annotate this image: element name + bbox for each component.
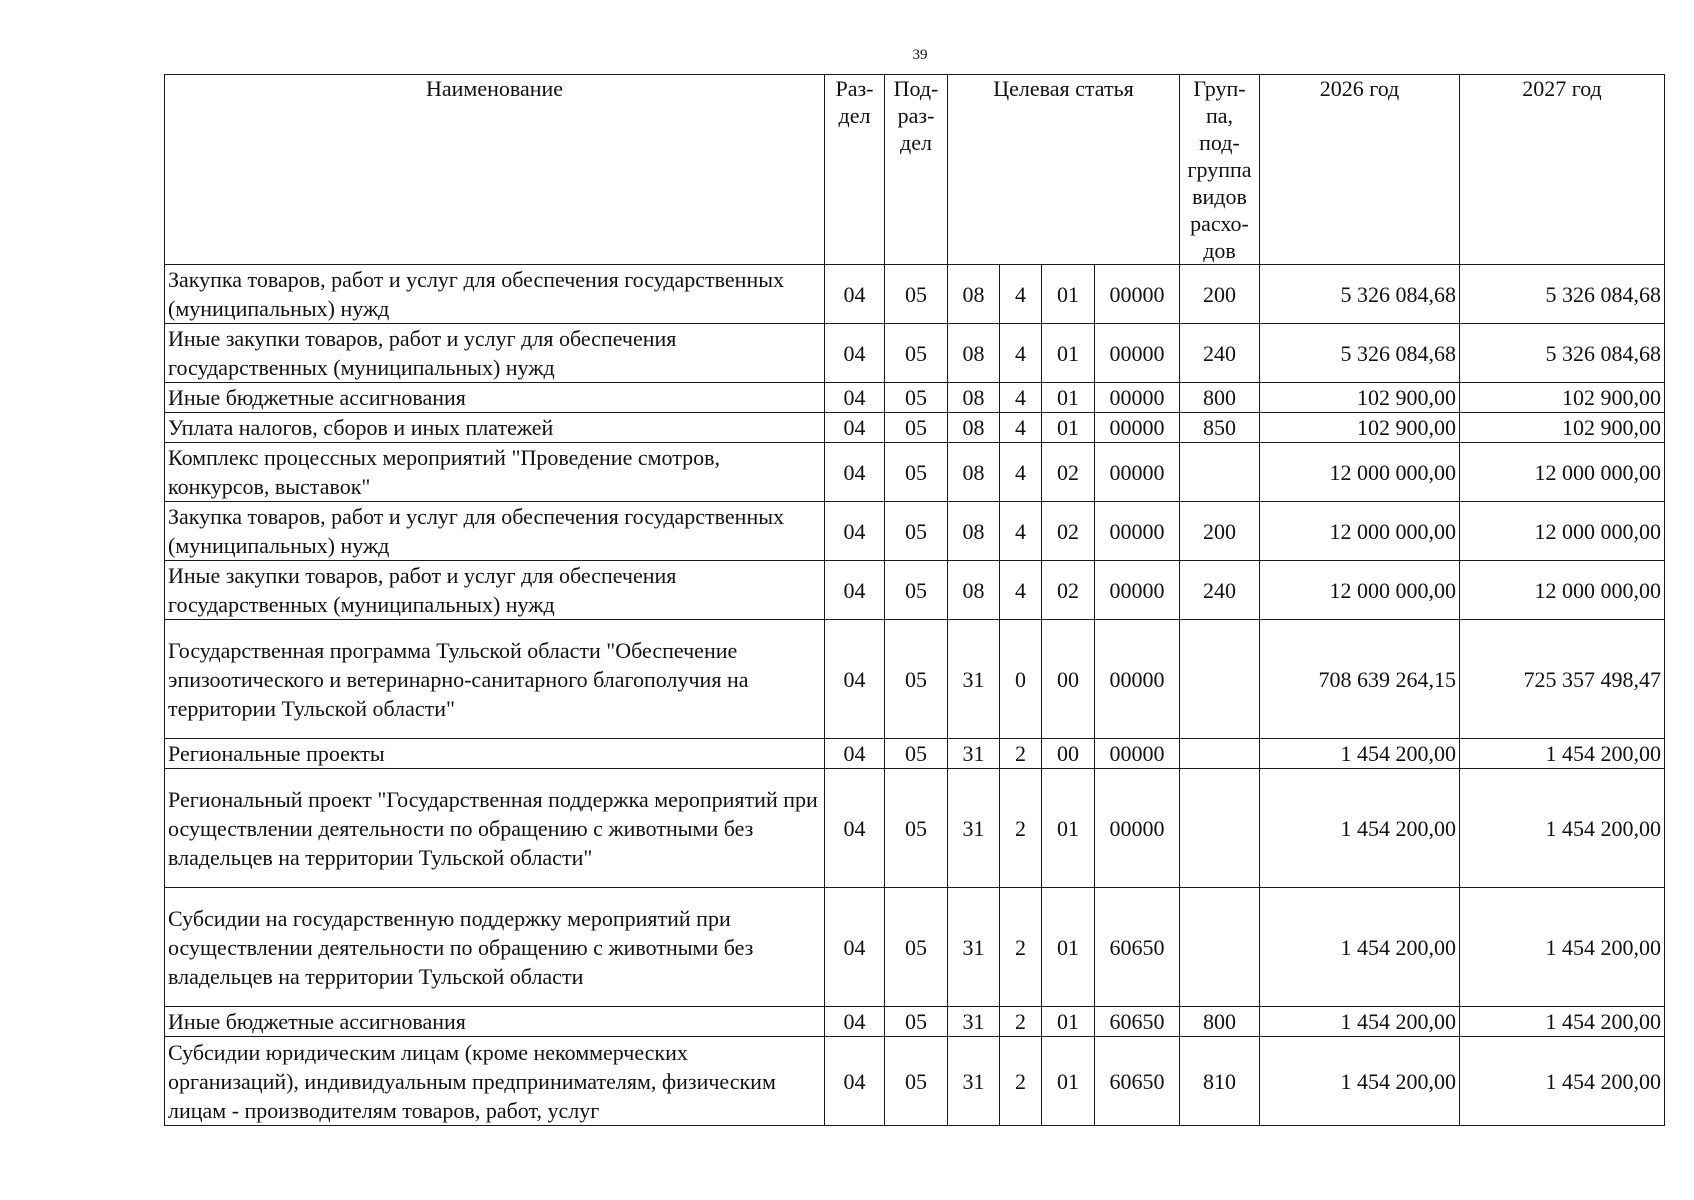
table-row xyxy=(165,888,1665,1007)
row-expense-group xyxy=(1180,443,1260,502)
row-name: Государственная программа Тульской области "Обеспечение эпизоотического и ветеринарно-санитарного благополучия на территории Тульской области" xyxy=(165,620,825,739)
table-row xyxy=(165,443,1665,502)
row-target-type: 4 xyxy=(1000,502,1042,561)
row-section: 04 xyxy=(825,502,885,561)
row-expense-group: 810 xyxy=(1180,1037,1260,1126)
row-subsection: 05 xyxy=(885,739,948,769)
row-amount-2026: 12 000 000,00 xyxy=(1260,561,1460,620)
row-amount-2027: 1 454 200,00 xyxy=(1460,888,1665,1007)
row-target-element: 01 xyxy=(1042,413,1095,443)
row-target-type: 4 xyxy=(1000,561,1042,620)
row-name: Региональные проекты xyxy=(165,739,825,769)
row-target-direction: 00000 xyxy=(1095,769,1180,888)
row-subsection: 05 xyxy=(885,1007,948,1037)
row-target-program: 08 xyxy=(948,561,1000,620)
row-amount-2026: 1 454 200,00 xyxy=(1260,888,1460,1007)
table-row xyxy=(165,502,1665,561)
row-target-direction: 00000 xyxy=(1095,739,1180,769)
row-amount-2027: 12 000 000,00 xyxy=(1460,502,1665,561)
row-name: Субсидии на государственную поддержку мероприятий при осуществлении деятельности по обращению с животными без владельцев на территории Тульской области xyxy=(165,888,825,1007)
row-section: 04 xyxy=(825,383,885,413)
table-row xyxy=(165,324,1665,383)
row-subsection: 05 xyxy=(885,561,948,620)
header-year-2027: 2027 год xyxy=(1460,75,1665,265)
table-row xyxy=(165,1007,1665,1037)
row-name: Иные бюджетные ассигнования xyxy=(165,1007,825,1037)
row-expense-group: 800 xyxy=(1180,1007,1260,1037)
table-row xyxy=(165,739,1665,769)
row-target-direction: 00000 xyxy=(1095,383,1180,413)
row-target-program: 31 xyxy=(948,1037,1000,1126)
row-amount-2026: 12 000 000,00 xyxy=(1260,502,1460,561)
row-target-direction: 00000 xyxy=(1095,502,1180,561)
header-section: Раз-дел xyxy=(825,75,885,265)
row-amount-2027: 12 000 000,00 xyxy=(1460,443,1665,502)
row-section: 04 xyxy=(825,324,885,383)
row-target-program: 08 xyxy=(948,383,1000,413)
row-target-element: 02 xyxy=(1042,443,1095,502)
row-target-direction: 00000 xyxy=(1095,265,1180,324)
row-section: 04 xyxy=(825,620,885,739)
row-target-type: 2 xyxy=(1000,769,1042,888)
row-target-direction: 00000 xyxy=(1095,324,1180,383)
table-row xyxy=(165,413,1665,443)
row-amount-2027: 1 454 200,00 xyxy=(1460,1007,1665,1037)
row-amount-2026: 1 454 200,00 xyxy=(1260,769,1460,888)
row-target-program: 31 xyxy=(948,620,1000,739)
row-expense-group xyxy=(1180,739,1260,769)
table-header-row xyxy=(165,75,1665,265)
row-target-element: 02 xyxy=(1042,561,1095,620)
row-section: 04 xyxy=(825,413,885,443)
row-name: Закупка товаров, работ и услуг для обеспечения государственных (муниципальных) нужд xyxy=(165,502,825,561)
row-amount-2026: 1 454 200,00 xyxy=(1260,1007,1460,1037)
row-amount-2027: 5 326 084,68 xyxy=(1460,324,1665,383)
row-section: 04 xyxy=(825,561,885,620)
row-expense-group xyxy=(1180,888,1260,1007)
row-target-element: 01 xyxy=(1042,1037,1095,1126)
row-target-element: 01 xyxy=(1042,888,1095,1007)
row-target-direction: 00000 xyxy=(1095,413,1180,443)
row-subsection: 05 xyxy=(885,1037,948,1126)
budget-table xyxy=(164,74,1665,1126)
row-subsection: 05 xyxy=(885,443,948,502)
row-section: 04 xyxy=(825,1037,885,1126)
row-amount-2027: 12 000 000,00 xyxy=(1460,561,1665,620)
row-subsection: 05 xyxy=(885,620,948,739)
row-amount-2026: 102 900,00 xyxy=(1260,413,1460,443)
row-amount-2026: 12 000 000,00 xyxy=(1260,443,1460,502)
row-name: Закупка товаров, работ и услуг для обеспечения государственных (муниципальных) нужд xyxy=(165,265,825,324)
row-expense-group: 240 xyxy=(1180,324,1260,383)
row-amount-2027: 1 454 200,00 xyxy=(1460,769,1665,888)
row-amount-2027: 5 326 084,68 xyxy=(1460,265,1665,324)
row-target-program: 31 xyxy=(948,739,1000,769)
row-expense-group xyxy=(1180,620,1260,739)
row-target-type: 0 xyxy=(1000,620,1042,739)
row-subsection: 05 xyxy=(885,502,948,561)
row-expense-group xyxy=(1180,769,1260,888)
row-target-element: 00 xyxy=(1042,739,1095,769)
row-target-direction: 00000 xyxy=(1095,620,1180,739)
row-expense-group: 240 xyxy=(1180,561,1260,620)
row-target-direction: 60650 xyxy=(1095,888,1180,1007)
row-target-element: 02 xyxy=(1042,502,1095,561)
row-target-element: 01 xyxy=(1042,324,1095,383)
header-subsection: Под-раз-дел xyxy=(885,75,948,265)
row-section: 04 xyxy=(825,265,885,324)
row-target-direction: 00000 xyxy=(1095,443,1180,502)
page-number: 39 xyxy=(912,47,928,63)
row-target-type: 4 xyxy=(1000,443,1042,502)
row-expense-group: 800 xyxy=(1180,383,1260,413)
row-amount-2027: 725 357 498,47 xyxy=(1460,620,1665,739)
row-target-type: 2 xyxy=(1000,739,1042,769)
row-name: Уплата налогов, сборов и иных платежей xyxy=(165,413,825,443)
row-target-type: 4 xyxy=(1000,383,1042,413)
row-subsection: 05 xyxy=(885,413,948,443)
table-row xyxy=(165,383,1665,413)
row-amount-2027: 1 454 200,00 xyxy=(1460,739,1665,769)
row-subsection: 05 xyxy=(885,265,948,324)
row-target-element: 01 xyxy=(1042,769,1095,888)
row-expense-group: 850 xyxy=(1180,413,1260,443)
row-target-type: 2 xyxy=(1000,1007,1042,1037)
row-target-element: 01 xyxy=(1042,383,1095,413)
row-target-program: 31 xyxy=(948,769,1000,888)
row-section: 04 xyxy=(825,1007,885,1037)
row-target-type: 4 xyxy=(1000,265,1042,324)
row-name: Иные закупки товаров, работ и услуг для обеспечения государственных (муниципальных) нужд xyxy=(165,324,825,383)
row-amount-2027: 102 900,00 xyxy=(1460,383,1665,413)
row-amount-2027: 1 454 200,00 xyxy=(1460,1037,1665,1126)
row-target-type: 2 xyxy=(1000,1037,1042,1126)
row-name: Субсидии юридическим лицам (кроме некоммерческих организаций), индивидуальным предпринимателям, физическим лицам - производителям товаров, работ, услуг xyxy=(165,1037,825,1126)
row-target-program: 08 xyxy=(948,265,1000,324)
row-target-direction: 00000 xyxy=(1095,561,1180,620)
row-name: Иные бюджетные ассигнования xyxy=(165,383,825,413)
table-row xyxy=(165,620,1665,739)
header-target-article: Целевая статья xyxy=(948,75,1180,265)
row-section: 04 xyxy=(825,443,885,502)
row-subsection: 05 xyxy=(885,769,948,888)
row-target-direction: 60650 xyxy=(1095,1007,1180,1037)
row-target-direction: 60650 xyxy=(1095,1037,1180,1126)
row-target-program: 31 xyxy=(948,1007,1000,1037)
row-target-program: 08 xyxy=(948,502,1000,561)
row-target-program: 08 xyxy=(948,324,1000,383)
row-subsection: 05 xyxy=(885,888,948,1007)
row-target-program: 31 xyxy=(948,888,1000,1007)
row-target-type: 4 xyxy=(1000,324,1042,383)
row-name: Региональный проект "Государственная поддержка мероприятий при осуществлении деятельности по обращению с животными без владельцев на территории Тульской области" xyxy=(165,769,825,888)
table-row xyxy=(165,769,1665,888)
row-amount-2026: 5 326 084,68 xyxy=(1260,265,1460,324)
row-subsection: 05 xyxy=(885,383,948,413)
row-target-element: 00 xyxy=(1042,620,1095,739)
header-year-2026: 2026 год xyxy=(1260,75,1460,265)
table-row xyxy=(165,265,1665,324)
table-row xyxy=(165,1037,1665,1126)
row-expense-group: 200 xyxy=(1180,502,1260,561)
row-target-type: 2 xyxy=(1000,888,1042,1007)
row-name: Комплекс процессных мероприятий "Проведение смотров, конкурсов, выставок" xyxy=(165,443,825,502)
header-expense-group: Груп-па, под-группа видов расхо-дов xyxy=(1180,75,1260,265)
row-target-element: 01 xyxy=(1042,1007,1095,1037)
header-name: Наименование xyxy=(165,75,825,265)
row-subsection: 05 xyxy=(885,324,948,383)
row-target-program: 08 xyxy=(948,443,1000,502)
row-section: 04 xyxy=(825,888,885,1007)
row-amount-2026: 102 900,00 xyxy=(1260,383,1460,413)
row-amount-2026: 5 326 084,68 xyxy=(1260,324,1460,383)
row-expense-group: 200 xyxy=(1180,265,1260,324)
row-amount-2026: 1 454 200,00 xyxy=(1260,1037,1460,1126)
row-target-type: 4 xyxy=(1000,413,1042,443)
row-name: Иные закупки товаров, работ и услуг для обеспечения государственных (муниципальных) нужд xyxy=(165,561,825,620)
row-section: 04 xyxy=(825,769,885,888)
row-amount-2026: 1 454 200,00 xyxy=(1260,739,1460,769)
row-section: 04 xyxy=(825,739,885,769)
row-target-program: 08 xyxy=(948,413,1000,443)
row-amount-2027: 102 900,00 xyxy=(1460,413,1665,443)
row-amount-2026: 708 639 264,15 xyxy=(1260,620,1460,739)
row-target-element: 01 xyxy=(1042,265,1095,324)
table-row xyxy=(165,561,1665,620)
